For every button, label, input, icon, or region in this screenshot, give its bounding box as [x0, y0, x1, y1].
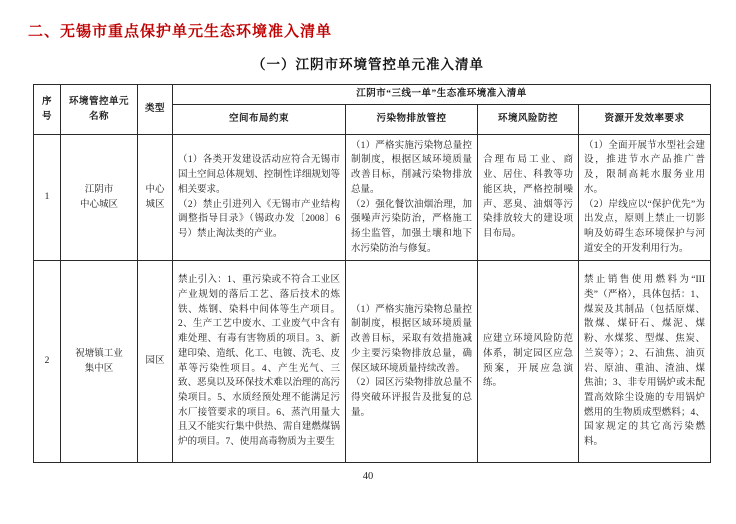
cell-resource: [579, 135, 711, 261]
paragraph: 合理布局工业、商业、居住、科教等功能区块，严格控制噪声、恶臭、油烟等污染排放较大的建设项目布局。: [483, 155, 573, 239]
cell-risk: [478, 261, 579, 463]
paragraph: （1）全面开展节水型社会建设，推进节水产品推广普及，限制高耗水服务业用水。: [584, 140, 706, 195]
table-span-header: 江阴市“三线一单”生态准环境准入清单: [173, 85, 711, 105]
col-header-unit-name: 环境管控单元名称: [61, 85, 138, 135]
table-row: [34, 135, 711, 261]
cell-unit-name: [61, 261, 138, 463]
paragraph: （1）各类开发建设活动应符合无锡市国土空间总体规划、控制性详细规划等相关要求。: [178, 155, 340, 195]
table-row: [34, 261, 711, 463]
unit-name-line: 中心城区: [79, 199, 118, 210]
cell-index: 2: [34, 261, 61, 463]
col-header-index: 序号: [34, 85, 61, 135]
unit-name-line: 集中区: [84, 363, 114, 374]
paragraph: 禁止引入：1、重污染或不符合工业区产业规划的落后工艺、落后技术的炼铁、炼钢、染料中间体等生产项目。2、生产工艺中废水、工业废气中含有难处理、有毒有害物质的项目。3、新建印染、造纸、化工、电镀、洗毛、皮革等污染性项目。4、产生光气、三致、恶臭以及环保技术难以治理的高污染项目。5、水质经预处理不能满足污水厂接管要求的项目。6、蒸汽用量大且又不能实行集中供热、需自建燃煤锅炉的项目。7、使用高毒物质为主要生: [178, 275, 340, 448]
section-subtitle: （一）江阴市环境管控单元准入清单: [252, 57, 484, 72]
cell-index: 1: [34, 135, 61, 261]
type-line: 中心: [145, 184, 165, 195]
type-line: 园区: [145, 356, 165, 367]
cell-resource: [579, 261, 711, 463]
access-list-table: [33, 84, 711, 463]
cell-unit-name: [61, 135, 138, 261]
table-header-row-1: [34, 85, 711, 105]
cell-type: [138, 261, 173, 463]
paragraph: （1）严格实施污染物总量控制制度，根据区域环境质量改善目标，采取有效措施减少主要污染物排放总量，确保区域环境质量持续改善。: [351, 304, 472, 374]
cell-pollution: [346, 135, 478, 261]
col-header-type: 类型: [138, 85, 173, 135]
cell-pollution: [346, 261, 478, 463]
cell-spatial: [173, 135, 346, 261]
page-title: 二、无锡市重点保护单元生态环境准入清单: [28, 23, 333, 40]
unit-name-line: 祝塘镇工业: [75, 348, 123, 359]
paragraph: （1）严格实施污染物总量控制制度，根据区域环境质量改善目标，削减污染物排放总量。: [351, 140, 472, 195]
col-header-resource: 资源开发效率要求: [579, 105, 711, 135]
unit-name-line: 江阴市: [84, 184, 114, 195]
col-header-risk: 环境风险防控: [478, 105, 579, 135]
cell-spatial: [173, 261, 346, 463]
col-header-spatial: 空间布局约束: [173, 105, 346, 135]
col-header-pollution: 污染物排放管控: [346, 105, 478, 135]
paragraph: 应建立环境风险防范体系，制定园区应急预案，开展应急演练。: [483, 334, 573, 389]
type-line: 城区: [145, 199, 165, 210]
paragraph: （2）强化餐饮油烟治理，加强噪声污染防治，严格施工扬尘监管，加强土壤和地下水污染防治与修复。: [351, 199, 472, 254]
paragraph: （2）园区污染物排放总量不得突破环评报告及批复的总量。: [351, 378, 472, 418]
page-number: 40: [362, 471, 374, 482]
paragraph: 禁止销售使用燃料为“III类”（严格），具体包括：1、煤炭及其制品（包括原煤、散煤、煤矸石、煤泥、煤粉、水煤浆、型煤、焦炭、兰炭等）；2、石油焦、油页岩、原油、重油、渣油、煤焦油；3、非专用锅炉或未配置高效除尘设施的专用锅炉燃用的生物质成型燃料；4、国家规定的其它高污染燃料。: [584, 275, 706, 448]
cell-type: [138, 135, 173, 261]
paragraph: （2）岸线应以“保护优先”为出发点，原则上禁止一切影响及妨碍生态环境保护与河道安全的开发利用行为。: [584, 199, 706, 254]
paragraph: （2）禁止引进列入《无锡市产业结构调整指导目录》（锡政办发〔2008〕6号）禁止淘汰类的产业。: [178, 199, 340, 239]
cell-risk: [478, 135, 579, 261]
